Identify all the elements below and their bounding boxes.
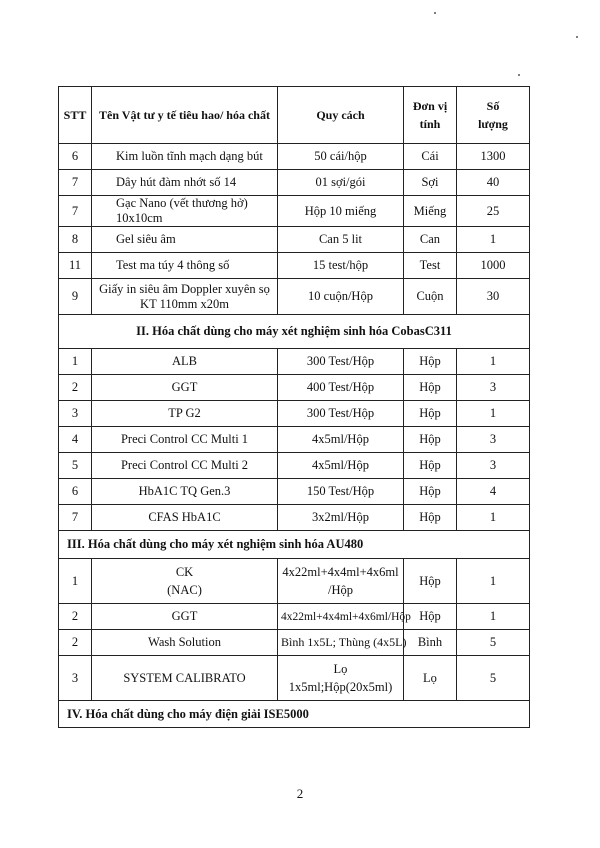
table-row: [59, 479, 530, 505]
cell-unit: Hộp: [404, 604, 457, 630]
cell-unit: Lọ: [404, 656, 457, 701]
cell-qty: 4: [457, 479, 530, 505]
cell-unit: Hộp: [404, 375, 457, 401]
cell-unit: Sợi: [404, 170, 457, 196]
cell-qty: 5: [457, 656, 530, 701]
cell-stt: 3: [59, 656, 92, 701]
cell-qty: 5: [457, 630, 530, 656]
cell-spec: 15 test/hộp: [278, 253, 404, 279]
cell-stt: 6: [59, 144, 92, 170]
scan-speck: [576, 36, 578, 38]
cell-name: [92, 279, 278, 315]
table-row: [59, 196, 530, 227]
cell-name: Kim luồn tĩnh mạch dạng bút: [92, 144, 278, 170]
cell-spec: 01 sợi/gói: [278, 170, 404, 196]
cell-name-line: (NAC): [167, 583, 202, 597]
table-row: [59, 227, 530, 253]
cell-spec: 50 cái/hộp: [278, 144, 404, 170]
cell-spec: 400 Test/Hộp: [278, 375, 404, 401]
cell-unit: Cuộn: [404, 279, 457, 315]
cell-qty: 1000: [457, 253, 530, 279]
cell-name: TP G2: [92, 401, 278, 427]
cell-stt: 7: [59, 505, 92, 531]
cell-spec: 3x2ml/Hộp: [278, 505, 404, 531]
cell-spec: Hộp 10 miếng: [278, 196, 404, 227]
cell-spec: 10 cuộn/Hộp: [278, 279, 404, 315]
cell-unit: Hộp: [404, 349, 457, 375]
cell-name: Gel siêu âm: [92, 227, 278, 253]
table-row: [59, 505, 530, 531]
cell-stt: 2: [59, 375, 92, 401]
cell-name-line: KT 110mm x20m: [140, 296, 229, 311]
cell-spec-line: 4x22ml+4x4ml+4x6ml: [282, 565, 399, 579]
cell-spec: 4x5ml/Hộp: [278, 427, 404, 453]
cell-stt: 2: [59, 604, 92, 630]
table-row: [59, 375, 530, 401]
cell-qty: 1: [457, 505, 530, 531]
table-row: [59, 144, 530, 170]
header-qty: [457, 87, 530, 144]
cell-stt: 7: [59, 196, 92, 227]
table-row: [59, 656, 530, 701]
cell-spec: 300 Test/Hộp: [278, 401, 404, 427]
cell-stt: 1: [59, 559, 92, 604]
cell-name: Dây hút đàm nhớt số 14: [92, 170, 278, 196]
cell-unit: Hộp: [404, 427, 457, 453]
table-row: [59, 630, 530, 656]
cell-spec-line: /Hộp: [328, 583, 353, 597]
cell-qty: 1: [457, 604, 530, 630]
cell-stt: 6: [59, 479, 92, 505]
cell-qty: 1: [457, 349, 530, 375]
header-stt: STT: [59, 87, 92, 144]
cell-unit: Bình: [404, 630, 457, 656]
cell-stt: 7: [59, 170, 92, 196]
section-header-row: [59, 701, 530, 728]
cell-unit: Can: [404, 227, 457, 253]
table-row: [59, 401, 530, 427]
cell-name: GGT: [92, 604, 278, 630]
table-row: [59, 453, 530, 479]
cell-qty: 1: [457, 227, 530, 253]
cell-name: Preci Control CC Multi 1: [92, 427, 278, 453]
header-unit-line: Đơn vị: [412, 99, 448, 113]
cell-spec: [278, 656, 404, 701]
table-row: [59, 170, 530, 196]
cell-stt: 4: [59, 427, 92, 453]
section-title: II. Hóa chất dùng cho máy xét nghiệm sinh hóa CobasC311: [59, 315, 530, 349]
table-row: [59, 349, 530, 375]
cell-name: Gạc Nano (vết thương hở) 10x10cm: [92, 196, 278, 227]
cell-unit: Miếng: [404, 196, 457, 227]
cell-stt: 2: [59, 630, 92, 656]
section-title: IV. Hóa chất dùng cho máy điện giải ISE5000: [59, 701, 530, 728]
supply-table: [58, 86, 530, 728]
cell-stt: 11: [59, 253, 92, 279]
section-header-row: [59, 531, 530, 559]
section-header-row: [59, 315, 530, 349]
cell-spec: 4x5ml/Hộp: [278, 453, 404, 479]
cell-qty: 1300: [457, 144, 530, 170]
cell-name: HbA1C TQ Gen.3: [92, 479, 278, 505]
table-row: [59, 604, 530, 630]
table-header-row: [59, 87, 530, 144]
cell-name-line: CK: [175, 565, 194, 579]
table-row: [59, 559, 530, 604]
header-unit: [404, 87, 457, 144]
scan-speck: [518, 74, 520, 76]
cell-qty: 40: [457, 170, 530, 196]
cell-unit: Hộp: [404, 559, 457, 604]
cell-qty: 1: [457, 401, 530, 427]
header-spec: Quy cách: [278, 87, 404, 144]
cell-name: Test ma túy 4 thông số: [92, 253, 278, 279]
cell-unit: Test: [404, 253, 457, 279]
cell-qty: 25: [457, 196, 530, 227]
cell-stt: 8: [59, 227, 92, 253]
cell-unit: Cái: [404, 144, 457, 170]
cell-spec-line: Lọ: [333, 662, 348, 676]
table-row: [59, 427, 530, 453]
cell-name: Wash Solution: [92, 630, 278, 656]
header-name: Tên Vật tư y tế tiêu hao/ hóa chất: [92, 87, 278, 144]
cell-stt: 5: [59, 453, 92, 479]
cell-qty: 1: [457, 559, 530, 604]
cell-unit: Hộp: [404, 453, 457, 479]
header-unit-line: tính: [419, 117, 441, 131]
cell-qty: 3: [457, 427, 530, 453]
header-qty-line: Số: [486, 99, 500, 113]
table-row: [59, 253, 530, 279]
cell-spec: Bình 1x5L; Thùng (4x5L): [278, 630, 404, 656]
cell-name: CFAS HbA1C: [92, 505, 278, 531]
cell-spec: [278, 559, 404, 604]
header-qty-line: lượng: [478, 117, 508, 131]
cell-name: GGT: [92, 375, 278, 401]
cell-name: ALB: [92, 349, 278, 375]
cell-spec: Can 5 lit: [278, 227, 404, 253]
section-title: III. Hóa chất dùng cho máy xét nghiệm sinh hóa AU480: [59, 531, 530, 559]
cell-qty: 3: [457, 453, 530, 479]
cell-unit: Hộp: [404, 401, 457, 427]
cell-name-line: Giấy in siêu âm Doppler xuyên sọ: [99, 281, 270, 296]
page-number: 2: [296, 786, 304, 801]
scan-speck: [434, 12, 436, 14]
cell-name: [92, 559, 278, 604]
cell-unit: Hộp: [404, 505, 457, 531]
cell-spec: 300 Test/Hộp: [278, 349, 404, 375]
cell-spec-line: 1x5ml;Hộp(20x5ml): [288, 680, 393, 694]
cell-spec: 4x22ml+4x4ml+4x6ml/Hộp: [278, 604, 404, 630]
cell-unit: Hộp: [404, 479, 457, 505]
cell-name: SYSTEM CALIBRATO: [92, 656, 278, 701]
table-row: [59, 279, 530, 315]
cell-spec: 150 Test/Hộp: [278, 479, 404, 505]
cell-qty: 3: [457, 375, 530, 401]
cell-name: Preci Control CC Multi 2: [92, 453, 278, 479]
cell-qty: 30: [457, 279, 530, 315]
cell-stt: 3: [59, 401, 92, 427]
cell-stt: 1: [59, 349, 92, 375]
cell-stt: 9: [59, 279, 92, 315]
